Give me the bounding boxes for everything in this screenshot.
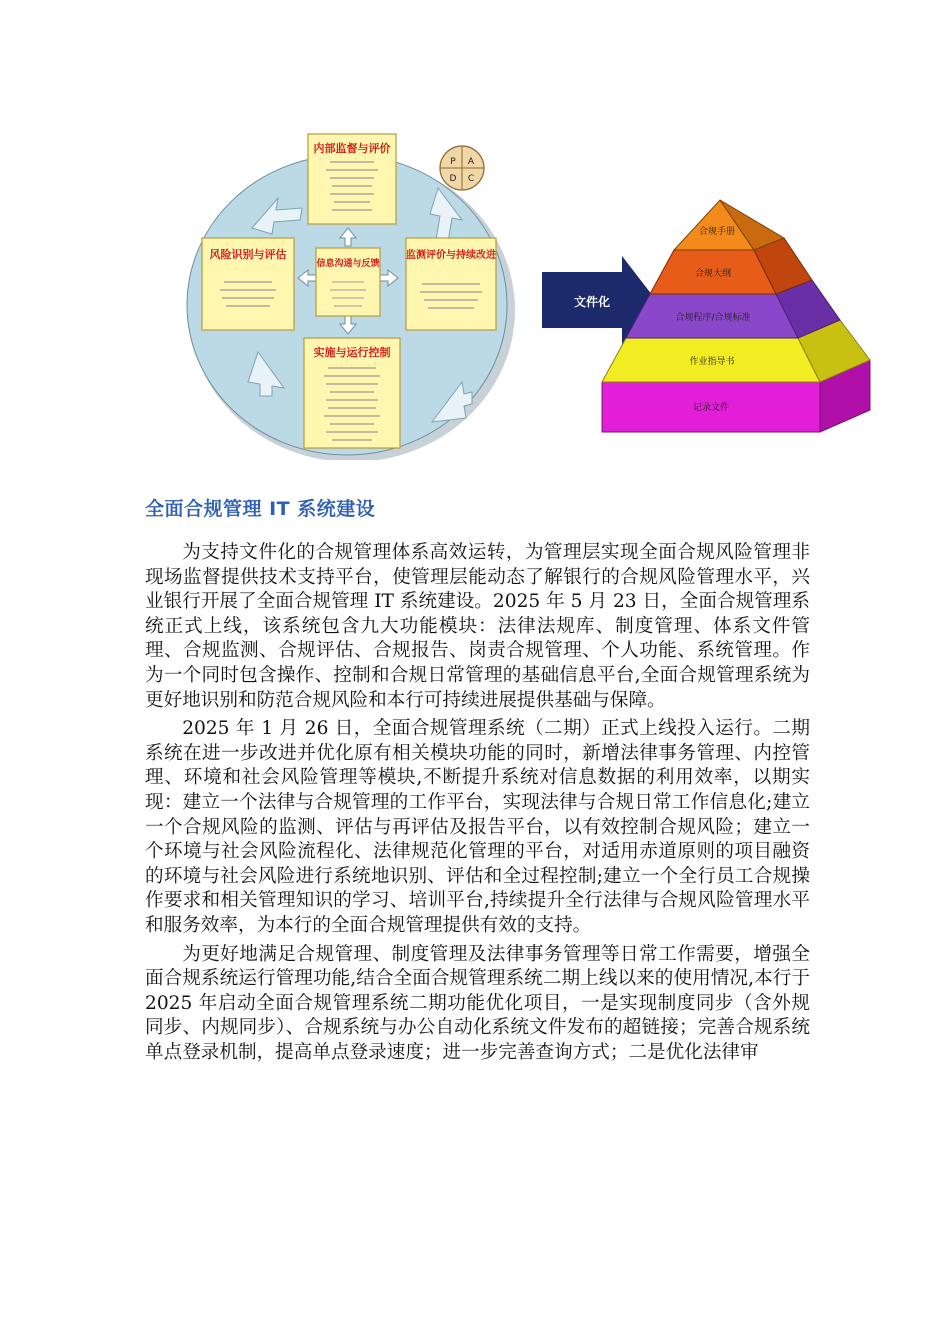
section-title: 全面合规管理 IT 系统建设 <box>145 498 376 520</box>
arrow-label: 文件化 <box>573 295 611 309</box>
box-bottom-title: 实施与运行控制 <box>313 346 391 359</box>
pdca-wheel-icon <box>440 146 484 190</box>
box-top-title: 内部监督与评价 <box>313 142 391 155</box>
pdca-p: P <box>450 157 456 167</box>
pyramid-level-3: 合规程序/合规标准 <box>675 313 751 323</box>
cycle-box-top <box>308 134 396 224</box>
pyramid-level-1: 合规手册 <box>698 227 736 237</box>
compliance-figure <box>180 120 880 460</box>
cycle-box-bottom <box>304 338 400 448</box>
figure-svg <box>180 120 880 460</box>
cycle-box-right <box>406 238 496 330</box>
document-pyramid <box>602 200 870 432</box>
box-left-title: 风险识别与评估 <box>209 248 287 261</box>
pyramid-level-4: 作业指导书 <box>689 357 735 367</box>
box-center-title: 信息沟通与反馈 <box>316 259 380 269</box>
pyramid-level-5: 记录文件 <box>692 403 730 413</box>
paragraph-2: 2025 年 1 月 26 日，全面合规管理系统（二期）正式上线投入运行。二期系统在进一步改进并优化原有相关模块功能的同时，新增法律事务管理、内控管理、环境和社会风险管理等模块,不断提升系统对信息数据的利用效率，以期实现：建立一个法律与合规管理的工作平台，实现法律与合规日常工作信息化;建立一个合规风险的监测、评估与再评估及报告平台，以有效控制合规风险；建立一个环境与社会风险流程化、法律规范化管理的平台，对适用赤道原则的项目融资的环境与社会风险进行系统地识别、评估和全过程控制;建立一个全行员工合规操作要求和相关管理知识的学习、培训平台,持续提升全行法律与合规风险管理水平和服务效率，为本行的全面合规管理提供有效的支持。 <box>145 718 810 936</box>
box-right-title: 监测评价与持续改进 <box>406 250 496 261</box>
pdca-d: D <box>449 174 457 184</box>
paragraph-3: 为更好地满足合规管理、制度管理及法律事务管理等日常工作需要，增强全面合规系统运行管理功能,结合全面合规管理系统二期上线以来的使用情况,本行于 2025 年启动全面合规管理系统二期功能优化项目，一是实现制度同步（含外规同步、内规同步）、合规系统与办公自动化系统文件发布的超链接；完善合规系统单点登录机制，提高单点登录速度；进一步完善查询方式；二是优化法律审 <box>145 943 810 1063</box>
paragraph-1: 为支持文件化的合规管理体系高效运转，为管理层实现全面合规风险管理非现场监督提供技术支持平台，使管理层能动态了解银行的合规风险管理水平，兴业银行开展了全面合规管理 IT 系统建设。2025 年 5 月 23 日，全面合规管理系统正式上线，该系统包含九大功能模块：法律法规库、制度管理、体系文件管理、合规监测、合规评估、合规报告、岗责合规管理、个人功能、系统管理。作为一个同时包含操作、控制和合规日常管理的基础信息平台,全面合规管理系统为更好地识别和防范合规风险和本行可持续进展提供基础与保障。 <box>145 542 810 711</box>
pdca-c: C <box>467 174 475 184</box>
cycle-box-center <box>316 248 380 316</box>
pdca-a: A <box>467 157 475 167</box>
pyramid-level-2: 合规大纲 <box>694 269 732 279</box>
cycle-box-left <box>202 238 294 330</box>
body-text <box>145 541 810 1069</box>
